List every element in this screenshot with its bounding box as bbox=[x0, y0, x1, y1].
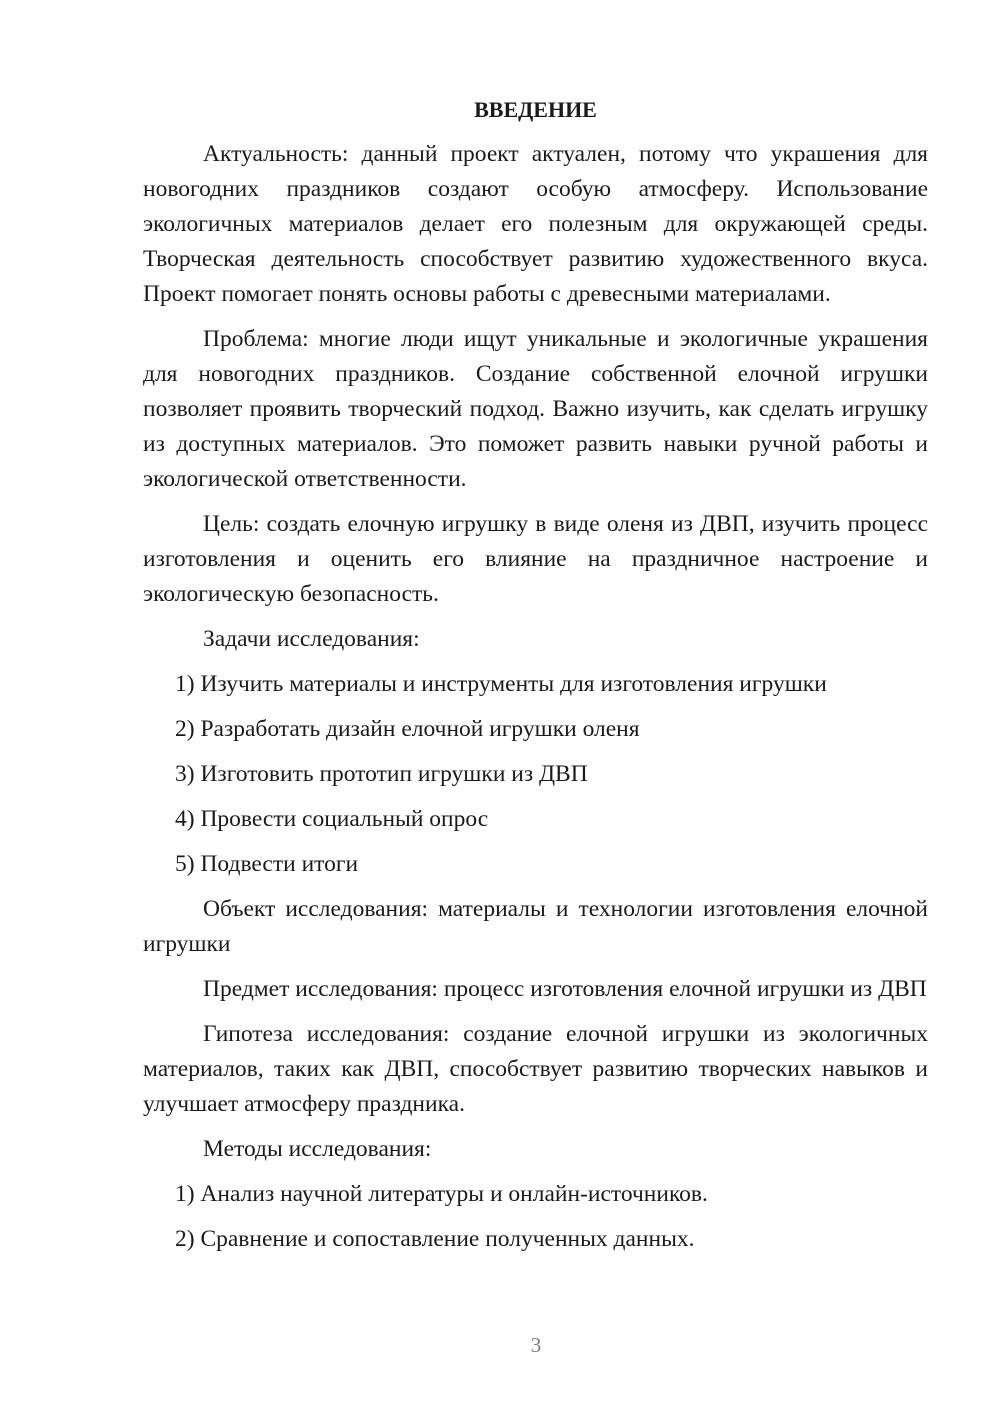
page-number: 3 bbox=[530, 1333, 542, 1357]
relevance-paragraph: Актуальность: данный проект актуален, потому что украшения для новогодних праздников создают особую атмосферу. Использование экологичных материалов делает его полезным для окружающей среды. Творческая деятельность способствует развитию художественного вкуса. Проект помогает понять основы работы с древесными материалами. bbox=[143, 141, 928, 307]
method-item: 2) Сравнение и сопоставление полученных данных. bbox=[175, 1226, 695, 1252]
hypothesis-paragraph: Гипотеза исследования: создание елочной игрушки из экологичных материалов, таких как ДВП, способствует развитию творческих навыков и улучшает атмосферу праздника. bbox=[143, 1021, 928, 1117]
goal-paragraph: Цель: создать елочную игрушку в виде оленя из ДВП, изучить процесс изготовления и оценить его влияние на праздничное настроение и экологическую безопасность. bbox=[143, 511, 928, 607]
task-item: 2) Разработать дизайн елочной игрушки оленя bbox=[175, 716, 640, 742]
method-item: 1) Анализ научной литературы и онлайн-источников. bbox=[175, 1181, 708, 1207]
task-item: 5) Подвести итоги bbox=[175, 851, 359, 877]
object-paragraph: Объект исследования: материалы и технологии изготовления елочной игрушки bbox=[143, 896, 928, 957]
task-item: 3) Изготовить прототип игрушки из ДВП bbox=[175, 761, 588, 787]
page-title: ВВЕДЕНИЕ bbox=[474, 97, 597, 122]
subject-paragraph: Предмет исследования: процесс изготовления елочной игрушки из ДВП bbox=[203, 976, 927, 1002]
methods-heading: Методы исследования: bbox=[203, 1136, 432, 1162]
task-item: 4) Провести социальный опрос bbox=[175, 806, 489, 832]
tasks-heading: Задачи исследования: bbox=[203, 626, 420, 652]
document-page bbox=[143, 92, 928, 1267]
task-item: 1) Изучить материалы и инструменты для изготовления игрушки bbox=[175, 671, 827, 697]
problem-paragraph: Проблема: многие люди ищут уникальные и экологичные украшения для новогодних праздников. Создание собственной елочной игрушки позволяет проявить творческий подход. Важно изучить, как сделать игрушку из доступных материалов. Это поможет развить навыки ручной работы и экологической ответственности. bbox=[143, 326, 928, 492]
